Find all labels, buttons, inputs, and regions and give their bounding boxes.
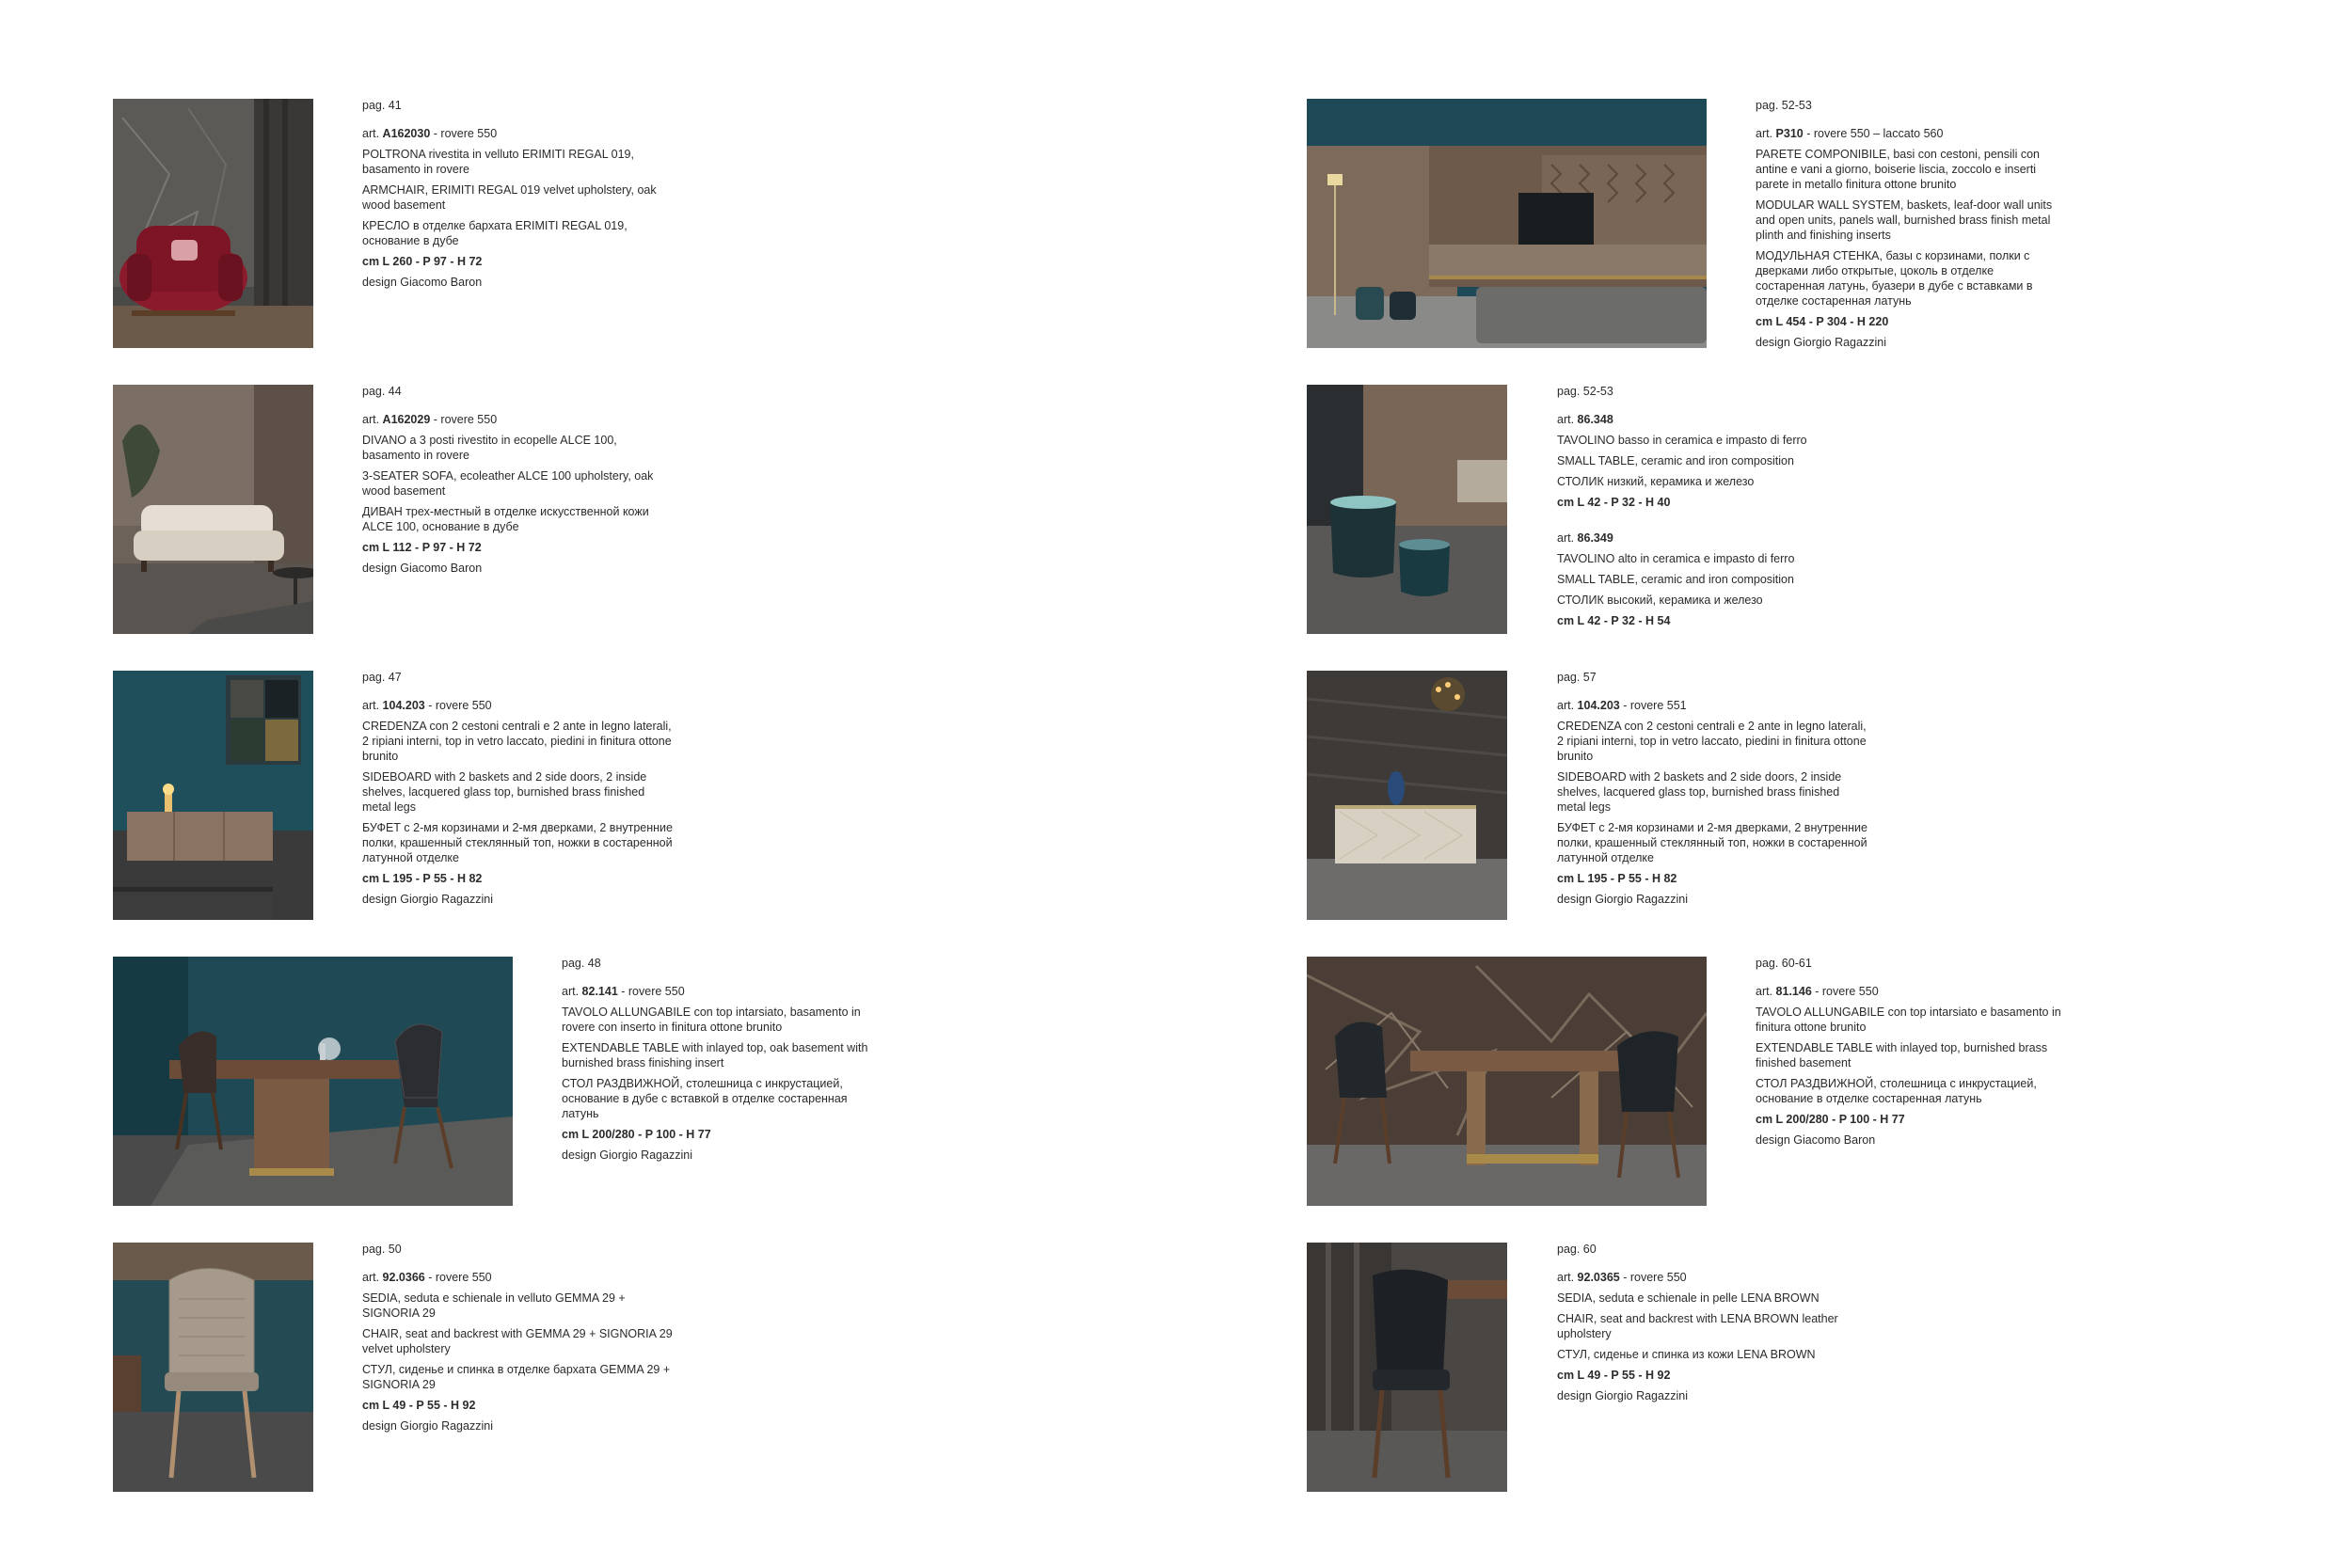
dimensions: cm L 200/280 - P 100 - H 77 bbox=[562, 1128, 711, 1141]
description-it: POLTRONA rivestita in velluto ERIMITI REGAL 019, basamento in rovere bbox=[362, 148, 634, 176]
article-code: P310 bbox=[1775, 127, 1804, 140]
designer: design Giorgio Ragazzini bbox=[562, 1148, 692, 1162]
armchair-photo bbox=[113, 99, 313, 348]
description-it-a: TAVOLINO basso in ceramica e impasto di ferro bbox=[1557, 434, 1807, 447]
description-ru-a: СТОЛИК низкий, керамика и железо bbox=[1557, 475, 1755, 488]
article-line-b: art. 86.349 bbox=[1557, 531, 1613, 545]
designer: design Giorgio Ragazzini bbox=[1756, 336, 1886, 349]
description-ru: СТУЛ, сиденье и спинка из кожи LENA BROWN bbox=[1557, 1348, 1816, 1361]
article-line: art. A162030 - rovere 550 bbox=[362, 127, 498, 140]
article-line: art. 81.146 - rovere 550 bbox=[1756, 985, 1879, 998]
designer: design Giacomo Baron bbox=[362, 276, 483, 289]
article-code: 92.0366 bbox=[382, 1271, 425, 1284]
description-it: PARETE COMPONIBILE, basi con cestoni, pensili con antine e vani a giorno, boiserie liscia, zoccolo e inserti parete in metallo finitura ottone brunito bbox=[1756, 148, 2040, 191]
designer: design Giorgio Ragazzini bbox=[1557, 893, 1688, 906]
description-ru: КРЕСЛО в отделке бархата ERIMITI REGAL 019, основание в дубе bbox=[362, 219, 628, 247]
description-en: MODULAR WALL SYSTEM, baskets, leaf-door wall units and open units, panels wall, burnished brass finish metal plinth and finishing inserts bbox=[1756, 198, 2053, 242]
designer: design Giorgio Ragazzini bbox=[362, 1419, 493, 1433]
extendable-table-photo bbox=[113, 957, 513, 1206]
item-text-extendable-table bbox=[562, 956, 872, 1168]
article-code: 82.141 bbox=[581, 985, 618, 998]
dimensions-a: cm L 42 - P 32 - H 40 bbox=[1557, 496, 1671, 509]
description-ru: СТОЛ РАЗДВИЖНОЙ, столешница с инкрустацией, основание в отделке состаренная латунь bbox=[1756, 1077, 2037, 1105]
sideboard-light-photo bbox=[1307, 671, 1507, 920]
article-code: 104.203 bbox=[1577, 699, 1620, 712]
item-text-sideboard bbox=[362, 670, 673, 912]
page-ref: pag. 50 bbox=[362, 1243, 402, 1256]
description-en: EXTENDABLE TABLE with inlayed top, burnished brass finished basement bbox=[1756, 1041, 2048, 1069]
article-code: A162030 bbox=[382, 127, 431, 140]
wall-system-photo bbox=[1307, 99, 1707, 348]
description-it: TAVOLO ALLUNGABILE con top intarsiato e basamento in finitura ottone brunito bbox=[1756, 1006, 2061, 1034]
dimensions-b: cm L 42 - P 32 - H 54 bbox=[1557, 614, 1671, 627]
dimensions: cm L 112 - P 97 - H 72 bbox=[362, 541, 482, 554]
sideboard-photo bbox=[113, 671, 313, 920]
description-it: TAVOLO ALLUNGABILE con top intarsiato, basamento in rovere con inserto in finitura ottone brunito bbox=[562, 1006, 861, 1034]
description-en: CHAIR, seat and backrest with GEMMA 29 + SIGNORIA 29 velvet upholstery bbox=[362, 1327, 673, 1355]
article-line: art. 92.0365 - rovere 550 bbox=[1557, 1271, 1687, 1284]
page-ref: pag. 60 bbox=[1557, 1243, 1597, 1256]
dimensions: cm L 200/280 - P 100 - H 77 bbox=[1756, 1113, 1905, 1126]
page-ref: pag. 52-53 bbox=[1756, 99, 1812, 112]
description-ru: СТУЛ, сиденье и спинка в отделке бархата GEMMA 29 + SIGNORIA 29 bbox=[362, 1363, 671, 1391]
item-text-wall-system bbox=[1756, 98, 2066, 356]
description-it: CREDENZA con 2 cestoni centrali e 2 ante in legno laterali, 2 ripiani interni, top in vetro laccato, piedini in finitura ottone brunito bbox=[362, 720, 672, 763]
page-ref: pag. 47 bbox=[362, 671, 402, 684]
dimensions: cm L 260 - P 97 - H 72 bbox=[362, 255, 483, 268]
article-code: 104.203 bbox=[382, 699, 425, 712]
description-ru-b: СТОЛИК высокий, керамика и железо bbox=[1557, 594, 1763, 607]
description-ru: БУФЕТ с 2-мя корзинами и 2-мя дверками, 2 внутренние полки, крашенный стеклянный топ, ножки в состаренной латунной отделке bbox=[1557, 821, 1867, 864]
description-it-b: TAVOLINO alto in ceramica e impasto di ferro bbox=[1557, 552, 1795, 565]
page-ref: pag. 48 bbox=[562, 957, 601, 970]
item-text-sideboard-light bbox=[1557, 670, 1867, 912]
description-it: SEDIA, seduta e schienale in velluto GEMMA 29 + SIGNORIA 29 bbox=[362, 1291, 626, 1320]
description-en: CHAIR, seat and backrest with LENA BROWN leather upholstery bbox=[1557, 1312, 1838, 1340]
article-line: art. A162029 - rovere 550 bbox=[362, 413, 498, 426]
leather-chair-photo bbox=[1307, 1243, 1507, 1492]
description-en: SIDEBOARD with 2 baskets and 2 side doors, 2 inside shelves, lacquered glass top, burnished brass finished metal legs bbox=[362, 770, 647, 814]
designer: design Giacomo Baron bbox=[1756, 1133, 1876, 1147]
page-ref: pag. 60-61 bbox=[1756, 957, 1812, 970]
description-it: DIVANO a 3 posti rivestito in ecopelle ALCE 100, basamento in rovere bbox=[362, 434, 617, 462]
item-text-extendable-table-2 bbox=[1756, 956, 2066, 1153]
description-ru: БУФЕТ с 2-мя корзинами и 2-мя дверками, 2 внутренние полки, крашенный стеклянный топ, ножки в состаренной латунной отделке bbox=[362, 821, 673, 864]
designer: design Giacomo Baron bbox=[362, 562, 483, 575]
page-ref: pag. 57 bbox=[1557, 671, 1597, 684]
article-line-a: art. 86.348 bbox=[1557, 413, 1613, 426]
dimensions: cm L 454 - P 304 - H 220 bbox=[1756, 315, 1889, 328]
sofa-photo bbox=[113, 385, 313, 634]
description-ru: МОДУЛЬНАЯ СТЕНКА, базы с корзинами, полки с дверками либо открытые, цоколь в отделке состаренная латунь, буазери в дубе с вставками в отделке состаренная латунь bbox=[1756, 249, 2033, 308]
item-text-leather-chair bbox=[1557, 1242, 1867, 1409]
dimensions: cm L 49 - P 55 - H 92 bbox=[1557, 1369, 1671, 1382]
article-line: art. 82.141 - rovere 550 bbox=[562, 985, 685, 998]
article-code: 81.146 bbox=[1775, 985, 1812, 998]
description-it: CREDENZA con 2 cestoni centrali e 2 ante in legno laterali, 2 ripiani interni, top in vetro laccato, piedini in finitura ottone brunito bbox=[1557, 720, 1867, 763]
small-tables-photo bbox=[1307, 385, 1507, 634]
page-ref: pag. 52-53 bbox=[1557, 385, 1613, 398]
chair-photo bbox=[113, 1243, 313, 1492]
dimensions: cm L 195 - P 55 - H 82 bbox=[1557, 872, 1677, 885]
article-code-a: 86.348 bbox=[1577, 413, 1613, 426]
article-code: 92.0365 bbox=[1577, 1271, 1620, 1284]
description-it: SEDIA, seduta e schienale in pelle LENA BROWN bbox=[1557, 1291, 1820, 1305]
article-code: A162029 bbox=[382, 413, 431, 426]
article-code-b: 86.349 bbox=[1577, 531, 1613, 545]
dimensions: cm L 49 - P 55 - H 92 bbox=[362, 1399, 476, 1412]
description-en: 3-SEATER SOFA, ecoleather ALCE 100 upholstery, oak wood basement bbox=[362, 469, 654, 498]
dimensions: cm L 195 - P 55 - H 82 bbox=[362, 872, 483, 885]
article-line: art. 104.203 - rovere 551 bbox=[1557, 699, 1687, 712]
description-en: EXTENDABLE TABLE with inlayed top, oak basement with burnished brass finishing insert bbox=[562, 1041, 868, 1069]
article-line: art. P310 - rovere 550 – laccato 560 bbox=[1756, 127, 1944, 140]
description-ru: ДИВАН трех-местный в отделке искусственной кожи ALCE 100, основание в дубе bbox=[362, 505, 649, 533]
designer: design Giorgio Ragazzini bbox=[362, 893, 493, 906]
designer: design Giorgio Ragazzini bbox=[1557, 1389, 1688, 1402]
item-text-small-tables bbox=[1557, 384, 1867, 634]
item-text-sofa bbox=[362, 384, 673, 581]
extendable-table-2-photo bbox=[1307, 957, 1707, 1206]
description-en-a: SMALL TABLE, ceramic and iron composition bbox=[1557, 454, 1794, 467]
item-text-chair bbox=[362, 1242, 673, 1439]
page-ref: pag. 41 bbox=[362, 99, 402, 112]
article-line: art. 104.203 - rovere 550 bbox=[362, 699, 492, 712]
page-ref: pag. 44 bbox=[362, 385, 402, 398]
description-en-b: SMALL TABLE, ceramic and iron composition bbox=[1557, 573, 1794, 586]
description-en: ARMCHAIR, ERIMITI REGAL 019 velvet upholstery, oak wood basement bbox=[362, 183, 657, 212]
description-en: SIDEBOARD with 2 baskets and 2 side doors, 2 inside shelves, lacquered glass top, burnished brass finished metal legs bbox=[1557, 770, 1842, 814]
article-line: art. 92.0366 - rovere 550 bbox=[362, 1271, 492, 1284]
item-text-armchair bbox=[362, 98, 673, 295]
description-ru: СТОЛ РАЗДВИЖНОЙ, столешница с инкрустацией, основание в дубе с вставкой в отделке состаренная латунь bbox=[562, 1077, 848, 1120]
